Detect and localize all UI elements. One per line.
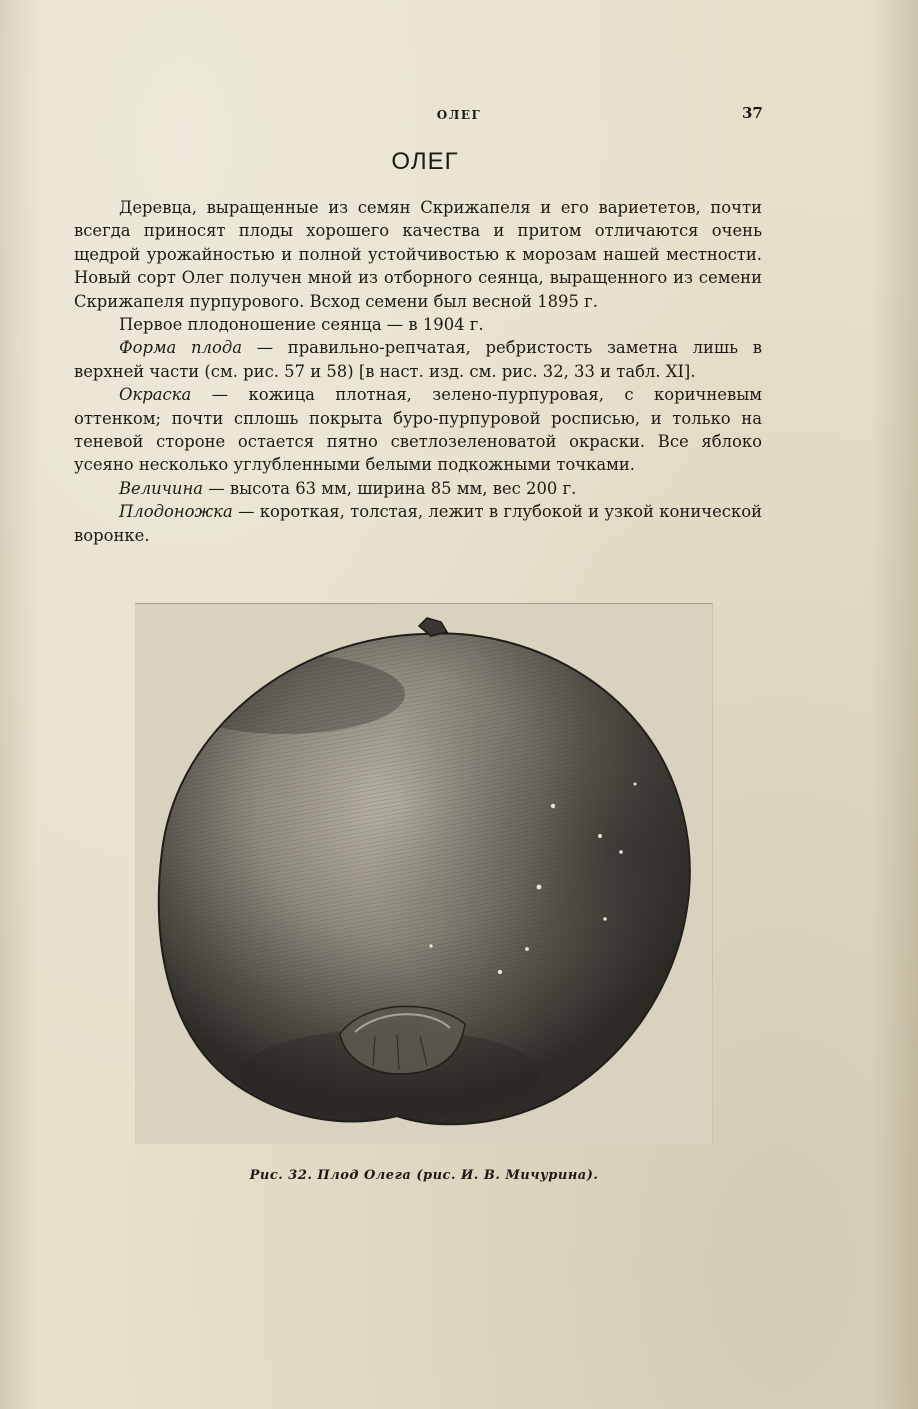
figure-caption: Рис. 32. Плод Олега (рис. И. В. Мичурина). (249, 1168, 599, 1183)
first-fruiting-paragraph: Первое плодоношение сеянца — в 1904 г. (119, 315, 484, 335)
apple-figure (135, 603, 713, 1144)
coloring-text: — кожица плотная, зелено-пурпуровая, с коричневым оттенком; почти сплошь покрыта буро-пурпуровой росписью, и только на теневой стороне остается пятно светлозеленоватой окраски. Все яблоко усеяно несколько углубленными белыми подкожными точками. (74, 385, 762, 475)
running-header: ОЛЕГ (436, 108, 482, 122)
fruit-shape-paragraph (74, 336, 762, 383)
article-body (74, 196, 762, 547)
stalk-paragraph (74, 500, 762, 547)
size-label: Величина (119, 478, 204, 498)
fruit-shape-text: — правильно-репчатая, ребристость заметна лишь в верхней части (см. рис. 57 и 58) [в наст. изд. см. рис. 32, 33 и табл. XI]. (74, 338, 762, 381)
fruit-shape-label: Форма плода (119, 338, 243, 358)
stalk-text: — короткая, толстая, лежит в глубокой и узкой конической воронке. (74, 502, 762, 545)
page-number: 37 (742, 104, 763, 122)
apple-illustration (135, 604, 712, 1144)
size-text: — высота 63 мм, ширина 85 мм, вес 200 г. (203, 478, 577, 498)
size-paragraph (74, 477, 762, 500)
intro-paragraph: Деревца, выращенные из семян Скрижапеля и его вариететов, почти всегда приносят плоды хорошего качества и притом отличаются очень щедрой урожайностью и полной устойчивостью к морозам нашей местности. Новый сорт Олег получен мной из отборного сеянца, выращенного из семени Скрижапеля пурпурового. Всход семени был весной 1895 г. (74, 198, 762, 311)
stalk-label: Плодоножка (119, 502, 233, 522)
article-title: ОЛЕГ (391, 148, 459, 175)
coloring-label: Окраска (119, 385, 192, 405)
coloring-paragraph (74, 383, 762, 477)
